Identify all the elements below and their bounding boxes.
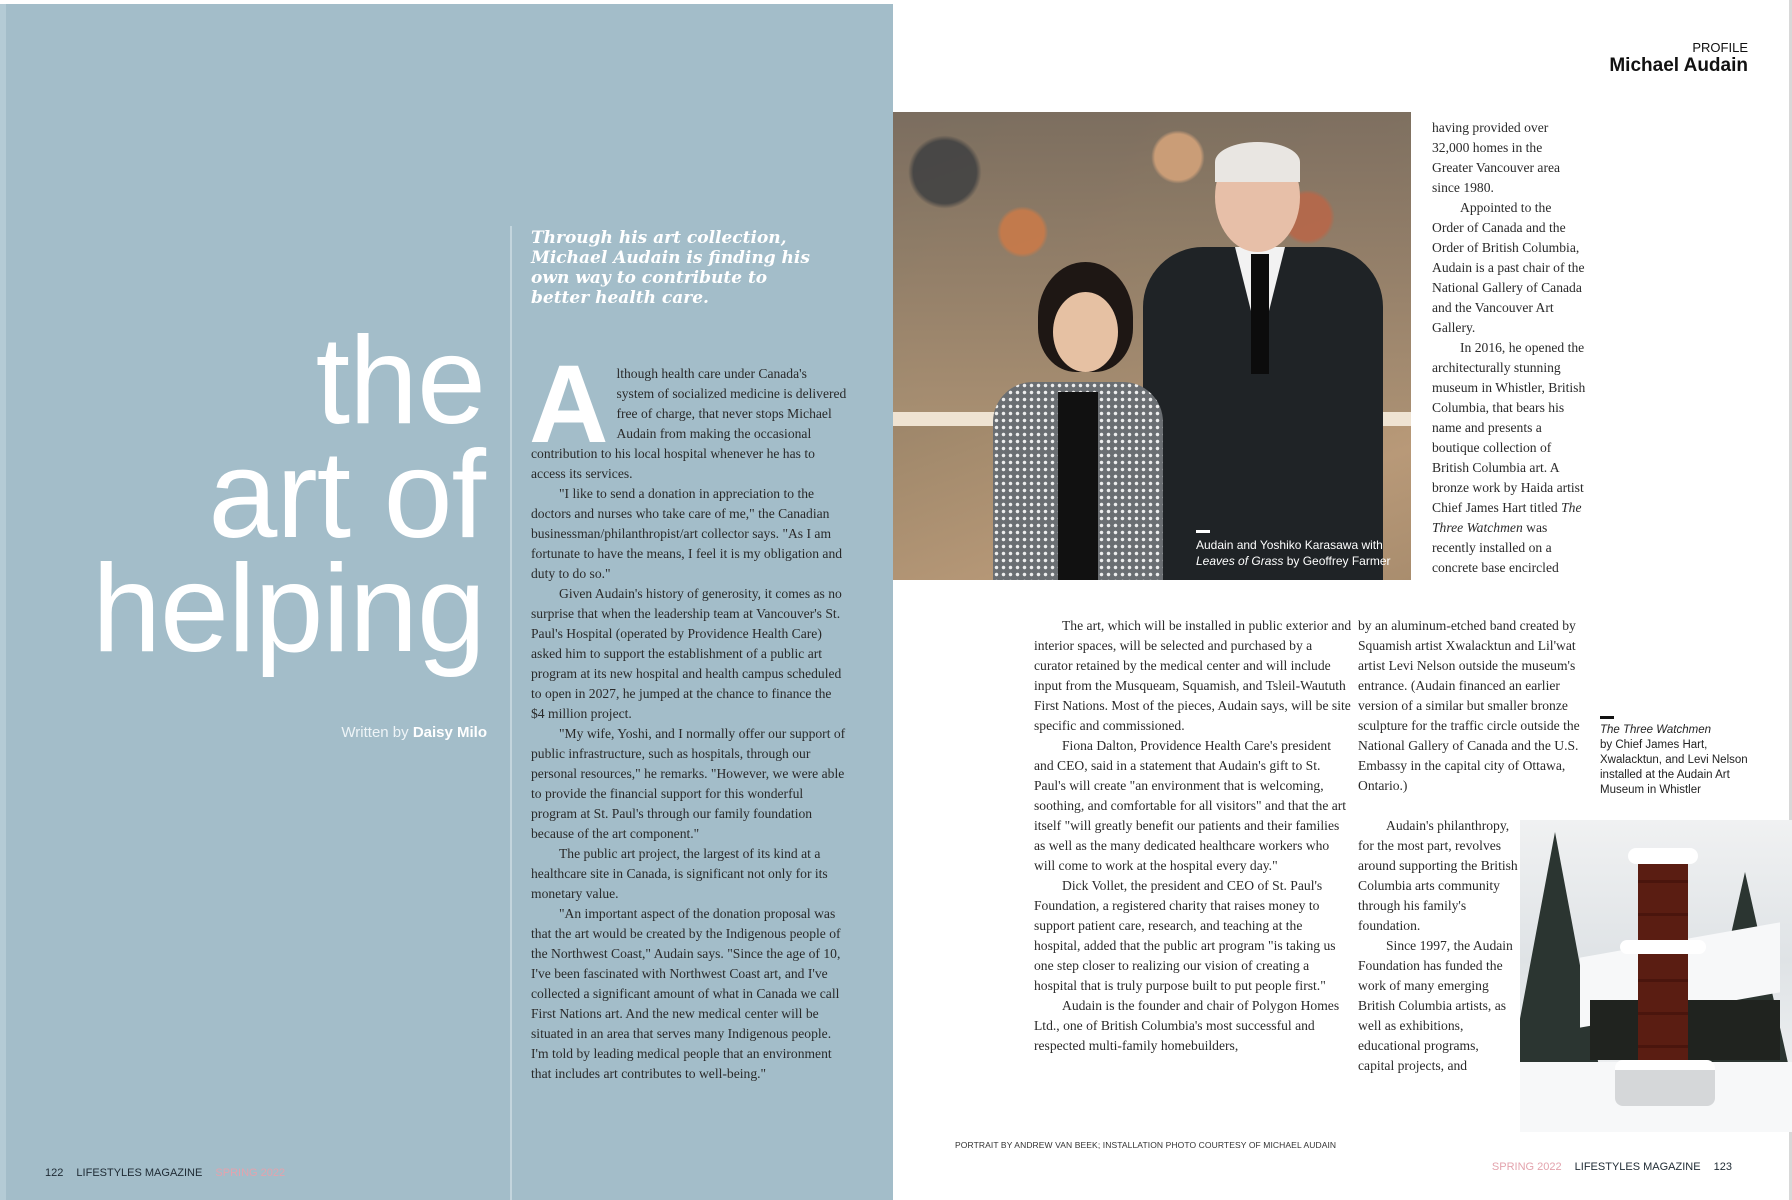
caption-title: The Three Watchmen xyxy=(1600,724,1712,736)
body-column-1 xyxy=(529,343,847,1084)
caption-rule xyxy=(1600,716,1614,719)
paragraph: Since 1997, the Audain Foundation has funded the work of many emerging British Columbia artists, as well as exhibitions, educational programs, capital projects, and xyxy=(1358,938,1513,1073)
paragraph: Although health care under Canada's system of socialized medicine is delivered free of charge, that never stops Michael Audain from making the occasional contribution to his local hospital whenever he has to access its services. xyxy=(529,343,847,481)
totem-sculpture xyxy=(1638,850,1688,1070)
drop-cap: A xyxy=(529,343,609,466)
section-kicker: PROFILE xyxy=(1692,40,1748,55)
article-deck: Through his art collection, Michael Audain is finding his own way to contribute to better health care. xyxy=(531,228,810,308)
issue-season: SPRING 2022 xyxy=(215,1167,286,1179)
caption-rule xyxy=(1196,530,1210,533)
page-number: 123 xyxy=(1713,1161,1732,1173)
paragraph: "An important aspect of the donation proposal was that the art would be created by the Indigenous people of the Northwest Coast," Audain says. "Since the age of 10, I've been fascinated with Northwest Coast art, and I've collected a significant amount of what in Canada we call First Nations art. And the new medical center will be situated in an area that serves many Indigenous people. I'm told by leading medical people that an environment that includes art contributes to well-being." xyxy=(531,906,841,1081)
paragraph: "My wife, Yoshi, and I normally offer our support of public infrastructure, such as hospitals, through our personal resources," he remarks. "However, we were able to provide the financial support for this wonderful program at St. Paul's through our family foundation because of the art component." xyxy=(531,726,846,841)
page-edge xyxy=(0,4,6,1200)
folio-left xyxy=(45,1167,295,1179)
column-divider xyxy=(510,226,512,1200)
portrait-photo xyxy=(893,112,1411,580)
magazine-name: LIFESTYLES MAGAZINE xyxy=(1574,1161,1701,1173)
paragraph: Given Audain's history of generosity, it comes as no surprise that when the leadership team at Vancouver's St. Paul's Hospital (operated by Providence Health Care) asked him to support the establishment of a public art program at its new hospital and health campus scheduled to open in 2027, he jumped at the chance to finance the $4 million project. xyxy=(531,586,842,721)
paragraph: The art, which will be installed in public exterior and interior spaces, will be selected and purchased by a curator retained by the medical center and will include input from the Musqueam, Squamish, and Tsleil-Waututh First Nations. Most of the pieces, Audain says, will be site specific and commissioned. xyxy=(1034,618,1352,733)
paragraph: "I like to send a donation in appreciation to the doctors and nurses who take care of me," the Canadian businessman/philanthropist/art collector says. "As I am fortunate to have the means, I feel it is my obligation and duty to do so." xyxy=(531,486,843,581)
body-column-middle xyxy=(1034,616,1352,1056)
body-column-right-continuation xyxy=(1358,616,1586,796)
issue-season: SPRING 2022 xyxy=(1491,1161,1562,1173)
byline-prefix: Written by xyxy=(341,724,409,741)
watchmen-photo xyxy=(1520,820,1792,1132)
article-title xyxy=(92,312,485,678)
title-line: helping xyxy=(92,540,485,678)
paragraph: Dick Vollet, the president and CEO of St. Paul's Foundation, a registered charity that raises money to support patient care, research, and teaching at the hospital, added that the public art program "is taking us one step closer to realizing our vision of creating a hospital that is truly purpose built to put people first." xyxy=(1034,878,1336,993)
paragraph: Audain is the founder and chair of Polygon Homes Ltd., one of British Columbia's most successful and respected multi-family homebuilders, xyxy=(1034,998,1340,1053)
page-number: 122 xyxy=(45,1167,64,1179)
title-line: art of xyxy=(208,426,485,564)
byline-author: Daisy Milo xyxy=(412,724,487,741)
section-name: Michael Audain xyxy=(1609,55,1748,76)
woman-figure xyxy=(993,262,1163,580)
portrait-caption: Audain and Yoshiko Karasawa with Leaves of Grass by Geoffrey Farmer xyxy=(1196,530,1406,569)
man-figure xyxy=(1143,142,1393,580)
sculpture-base xyxy=(1615,1060,1715,1106)
watchmen-caption xyxy=(1600,716,1750,798)
caption-text: by Chief James Hart, Xwalacktun, and Levi Nelson installed at the Audain Art Museum in Whistler xyxy=(1600,739,1748,796)
body-column-right xyxy=(1358,816,1518,1076)
title-line: the xyxy=(315,312,485,450)
paragraph: The public art project, the largest of its kind at a healthcare site in Canada, is significant not only for its monetary value. xyxy=(531,846,828,901)
photo-credit: PORTRAIT BY ANDREW VAN BEEK; INSTALLATION PHOTO COURTESY OF MICHAEL AUDAIN xyxy=(955,1140,1337,1150)
folio-right xyxy=(1492,1161,1732,1173)
section-header xyxy=(1609,40,1748,77)
paragraph: Fiona Dalton, Providence Health Care's president and CEO, said in a statement that Audain's gift to St. Paul's will create "an environment that is welcoming, soothing, and comfortable for all visitors" and that the art itself "will greatly benefit our patients and their families as well as the many dedicated healthcare workers who will come to work at the hospital every day." xyxy=(1034,738,1347,873)
paragraph: by an aluminum-etched band created by Squamish artist Xwalacktun and Lil'wat artist Levi Nelson outside the museum's entrance. (Audain financed an earlier version of a similar but smaller bronze sculpture for the traffic circle outside the National Gallery of Canada and the U.S. Embassy in the capital city of Ottawa, Ontario.) xyxy=(1358,618,1580,793)
magazine-name: LIFESTYLES MAGAZINE xyxy=(76,1167,203,1179)
paragraph: having provided over 32,000 homes in the Greater Vancouver area since 1980. xyxy=(1432,120,1561,195)
paragraph: Audain's philanthropy, for the most part, revolves around supporting the British Columbia arts community through his family's foundation. xyxy=(1358,818,1518,933)
byline xyxy=(341,724,487,741)
paragraph: In 2016, he opened the architecturally stunning museum in Whistler, British Columbia, that bears his name and presents a boutique collection of British Columbia art. A bronze work by Haida artist Chief James Hart titled The Three Watchmen was recently installed on a concrete base encircled xyxy=(1432,340,1586,575)
body-column-top-right xyxy=(1432,118,1586,578)
paragraph: Appointed to the Order of Canada and the Order of British Columbia, Audain is a past chair of the National Gallery of Canada and the Vancouver Art Gallery. xyxy=(1432,200,1585,335)
